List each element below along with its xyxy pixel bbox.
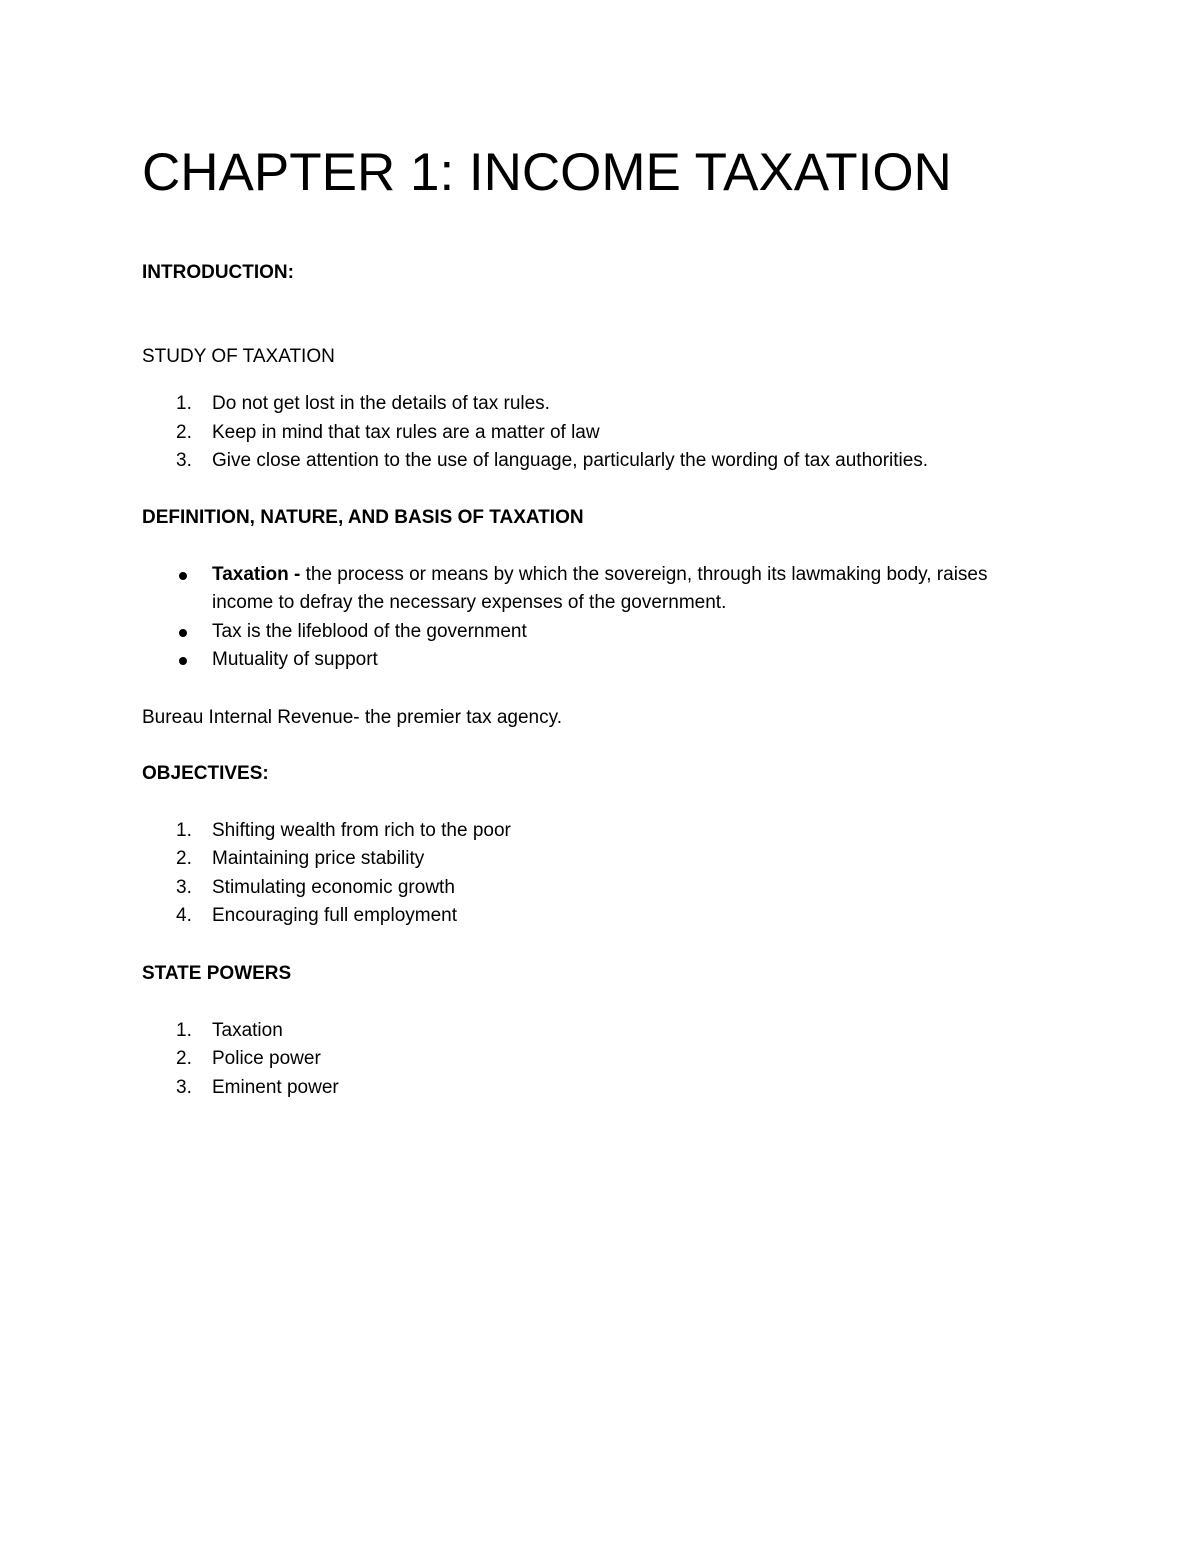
list-item-text: Shifting wealth from rich to the poor: [212, 819, 511, 841]
list-item-text: Eminent power: [212, 1076, 339, 1098]
list-item: [142, 447, 1042, 476]
list-number: 2.: [176, 848, 192, 869]
bullet-text: the process or means by which the sovereign, through its lawmaking body, raises income to defray the necessary expenses of the government.: [212, 563, 988, 613]
chapter-title: CHAPTER 1: INCOME TAXATION: [142, 143, 952, 202]
objectives-list: [142, 817, 1042, 931]
state-powers-heading: STATE POWERS: [142, 962, 292, 984]
list-item: [142, 874, 1042, 903]
list-item-text: Maintaining price stability: [212, 848, 425, 869]
document-body: [142, 138, 1042, 1102]
study-heading: STUDY OF TAXATION: [142, 346, 335, 367]
list-item-text: Do not get lost in the details of tax rules.: [212, 393, 550, 414]
list-number: 3.: [176, 1076, 192, 1098]
list-item: [142, 902, 1042, 931]
list-number: 1.: [176, 393, 192, 414]
state-powers-list: [142, 1017, 1042, 1103]
bullet-icon: [179, 572, 187, 580]
list-item: [142, 390, 1042, 419]
list-number: 3.: [176, 876, 192, 898]
list-item-text: Give close attention to the use of language, particularly the wording of tax authorities.: [212, 450, 929, 471]
objectives-heading: OBJECTIVES:: [142, 762, 269, 784]
introduction-heading: INTRODUCTION:: [142, 262, 294, 283]
bullet-item: [142, 561, 1042, 618]
list-item-text: Stimulating economic growth: [212, 876, 455, 898]
definition-bullets: [142, 561, 1042, 675]
bullet-text: Tax is the lifeblood of the government: [212, 620, 527, 642]
list-item-text: Police power: [212, 1048, 321, 1069]
list-item: [142, 419, 1042, 448]
bullet-item: [142, 646, 1042, 675]
bullet-icon: [179, 657, 187, 665]
study-list: [142, 390, 1042, 476]
list-item: [142, 845, 1042, 874]
list-item-text: Keep in mind that tax rules are a matter of law: [212, 421, 600, 443]
list-item-text: Encouraging full employment: [212, 905, 458, 926]
definition-heading: DEFINITION, NATURE, AND BASIS OF TAXATION: [142, 506, 584, 528]
list-number: 1.: [176, 819, 192, 841]
list-item-text: Taxation: [212, 1019, 283, 1041]
bullet-item: [142, 618, 1042, 647]
list-number: 2.: [176, 1048, 192, 1069]
bullet-icon: [179, 629, 187, 637]
bullet-term: Taxation -: [212, 563, 306, 585]
list-number: 3.: [176, 450, 192, 471]
list-number: 2.: [176, 421, 192, 443]
list-item: [142, 1045, 1042, 1074]
list-number: 1.: [176, 1019, 192, 1041]
list-item: [142, 817, 1042, 846]
bir-note: Bureau Internal Revenue- the premier tax agency.: [142, 706, 562, 728]
list-item: [142, 1074, 1042, 1103]
list-item: [142, 1017, 1042, 1046]
list-number: 4.: [176, 905, 192, 926]
bullet-text: Mutuality of support: [212, 649, 378, 670]
